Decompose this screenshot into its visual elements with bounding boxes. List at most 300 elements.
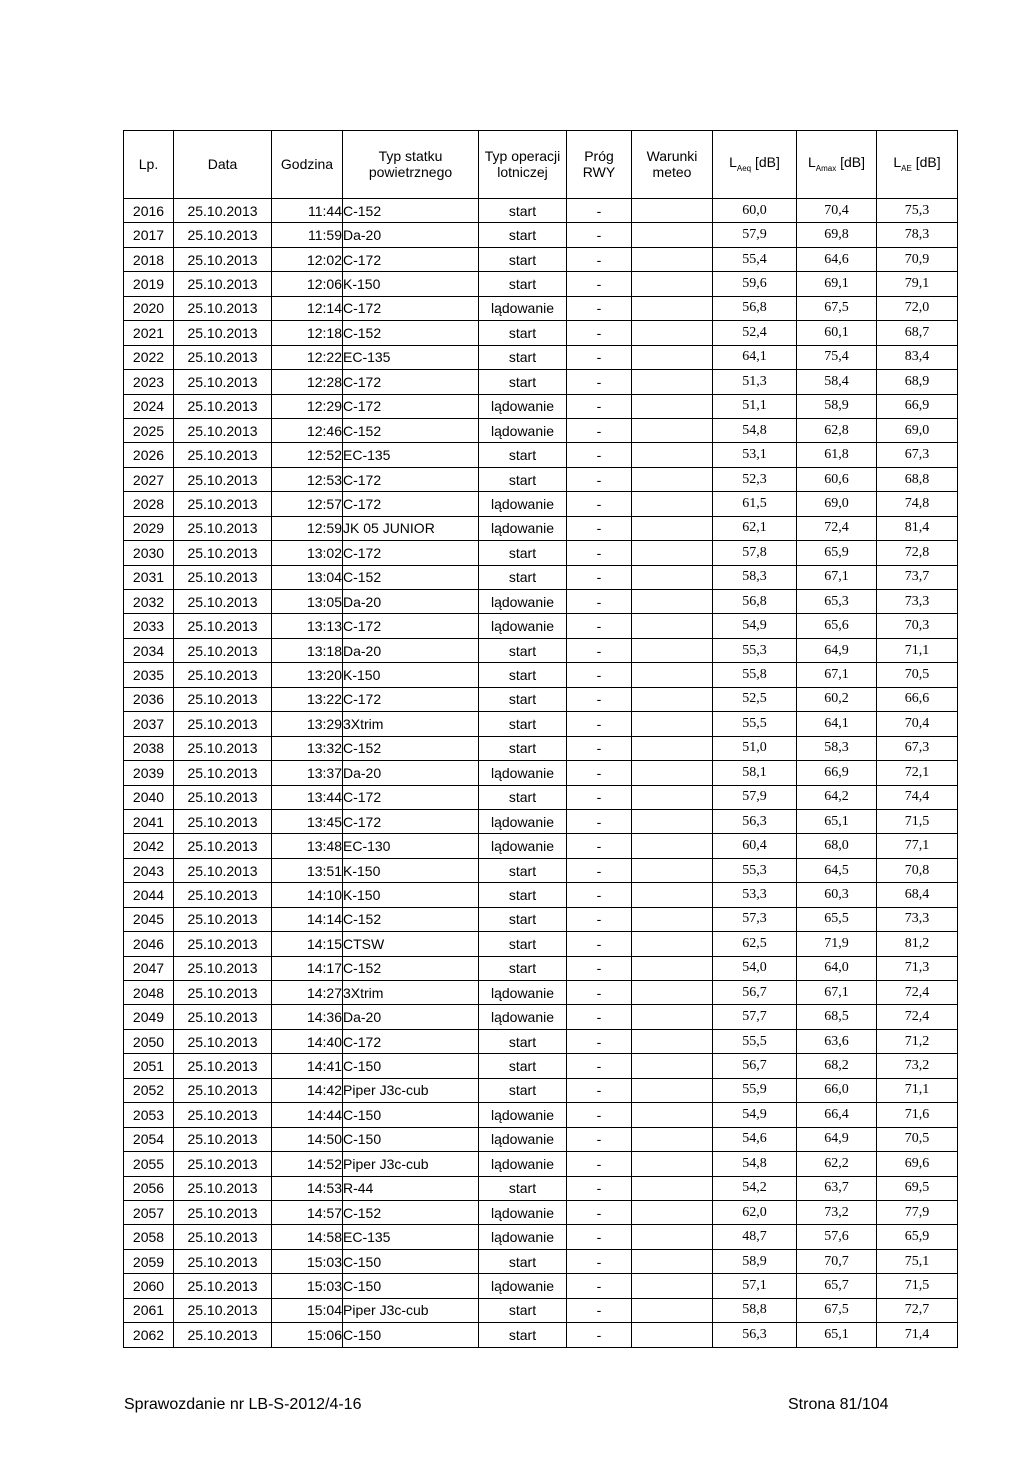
cell-prog-rwy: - bbox=[567, 492, 632, 516]
cell-typ-statku: K-150 bbox=[343, 272, 479, 296]
cell-laeq: 54,0 bbox=[713, 956, 797, 980]
cell-lp: 2034 bbox=[124, 638, 174, 662]
table-row bbox=[124, 1103, 958, 1127]
cell-typ-statku: R-44 bbox=[343, 1176, 479, 1200]
cell-lamax: 72,4 bbox=[797, 516, 877, 540]
cell-laeq: 55,8 bbox=[713, 663, 797, 687]
cell-lp: 2033 bbox=[124, 614, 174, 638]
cell-warunki-meteo bbox=[632, 761, 713, 785]
cell-data: 25.10.2013 bbox=[174, 1323, 272, 1347]
cell-warunki-meteo bbox=[632, 1176, 713, 1200]
cell-godzina: 15:03 bbox=[272, 1274, 343, 1298]
cell-lp: 2051 bbox=[124, 1054, 174, 1078]
cell-godzina: 13:51 bbox=[272, 858, 343, 882]
cell-typ-operacji: start bbox=[479, 370, 567, 394]
table-row bbox=[124, 516, 958, 540]
cell-typ-statku: C-152 bbox=[343, 956, 479, 980]
table-row bbox=[124, 321, 958, 345]
cell-laeq: 48,7 bbox=[713, 1225, 797, 1249]
cell-godzina: 12:06 bbox=[272, 272, 343, 296]
cell-godzina: 12:46 bbox=[272, 418, 343, 442]
cell-lamax: 65,7 bbox=[797, 1274, 877, 1298]
cell-typ-operacji: start bbox=[479, 956, 567, 980]
table-row bbox=[124, 1029, 958, 1053]
cell-typ-statku: C-150 bbox=[343, 1274, 479, 1298]
cell-warunki-meteo bbox=[632, 785, 713, 809]
cell-lae: 75,3 bbox=[877, 199, 958, 223]
cell-lae: 72,7 bbox=[877, 1298, 958, 1322]
table-row bbox=[124, 394, 958, 418]
cell-godzina: 12:52 bbox=[272, 443, 343, 467]
cell-typ-statku: C-172 bbox=[343, 541, 479, 565]
cell-lae: 71,2 bbox=[877, 1029, 958, 1053]
cell-warunki-meteo bbox=[632, 223, 713, 247]
cell-lp: 2057 bbox=[124, 1200, 174, 1224]
header-prog-rwy: Próg RWY bbox=[567, 131, 632, 199]
cell-godzina: 13:13 bbox=[272, 614, 343, 638]
cell-godzina: 14:15 bbox=[272, 932, 343, 956]
cell-warunki-meteo bbox=[632, 858, 713, 882]
cell-lamax: 58,9 bbox=[797, 394, 877, 418]
cell-typ-operacji: start bbox=[479, 223, 567, 247]
cell-laeq: 56,7 bbox=[713, 981, 797, 1005]
cell-typ-statku: Piper J3c-cub bbox=[343, 1298, 479, 1322]
cell-prog-rwy: - bbox=[567, 736, 632, 760]
cell-typ-statku: C-152 bbox=[343, 1200, 479, 1224]
cell-lp: 2021 bbox=[124, 321, 174, 345]
cell-lae: 83,4 bbox=[877, 345, 958, 369]
cell-godzina: 13:02 bbox=[272, 541, 343, 565]
table-row bbox=[124, 492, 958, 516]
cell-lae: 74,8 bbox=[877, 492, 958, 516]
cell-typ-operacji: lądowanie bbox=[479, 1103, 567, 1127]
cell-lae: 66,9 bbox=[877, 394, 958, 418]
cell-lae: 71,4 bbox=[877, 1323, 958, 1347]
cell-lae: 71,6 bbox=[877, 1103, 958, 1127]
cell-data: 25.10.2013 bbox=[174, 443, 272, 467]
cell-prog-rwy: - bbox=[567, 785, 632, 809]
table-row bbox=[124, 785, 958, 809]
cell-typ-operacji: start bbox=[479, 321, 567, 345]
cell-laeq: 53,3 bbox=[713, 883, 797, 907]
cell-lamax: 65,9 bbox=[797, 541, 877, 565]
cell-typ-statku: C-172 bbox=[343, 1029, 479, 1053]
table-row bbox=[124, 956, 958, 980]
cell-lp: 2061 bbox=[124, 1298, 174, 1322]
cell-lamax: 62,2 bbox=[797, 1152, 877, 1176]
cell-prog-rwy: - bbox=[567, 1225, 632, 1249]
cell-lamax: 75,4 bbox=[797, 345, 877, 369]
cell-warunki-meteo bbox=[632, 809, 713, 833]
cell-prog-rwy: - bbox=[567, 321, 632, 345]
table-row bbox=[124, 932, 958, 956]
cell-laeq: 56,3 bbox=[713, 809, 797, 833]
cell-godzina: 14:52 bbox=[272, 1152, 343, 1176]
cell-warunki-meteo bbox=[632, 516, 713, 540]
table-row bbox=[124, 883, 958, 907]
cell-data: 25.10.2013 bbox=[174, 883, 272, 907]
cell-prog-rwy: - bbox=[567, 883, 632, 907]
cell-lamax: 65,6 bbox=[797, 614, 877, 638]
cell-laeq: 58,8 bbox=[713, 1298, 797, 1322]
header-lamax bbox=[797, 131, 877, 199]
cell-lae: 72,4 bbox=[877, 981, 958, 1005]
cell-lamax: 65,1 bbox=[797, 1323, 877, 1347]
cell-prog-rwy: - bbox=[567, 443, 632, 467]
cell-typ-operacji: start bbox=[479, 785, 567, 809]
cell-lae: 71,5 bbox=[877, 1274, 958, 1298]
cell-godzina: 13:04 bbox=[272, 565, 343, 589]
cell-laeq: 61,5 bbox=[713, 492, 797, 516]
cell-typ-operacji: lądowanie bbox=[479, 614, 567, 638]
cell-prog-rwy: - bbox=[567, 956, 632, 980]
cell-typ-statku: C-150 bbox=[343, 1249, 479, 1273]
cell-data: 25.10.2013 bbox=[174, 736, 272, 760]
cell-data: 25.10.2013 bbox=[174, 1054, 272, 1078]
cell-data: 25.10.2013 bbox=[174, 394, 272, 418]
cell-lp: 2058 bbox=[124, 1225, 174, 1249]
cell-typ-operacji: lądowanie bbox=[479, 590, 567, 614]
cell-godzina: 14:57 bbox=[272, 1200, 343, 1224]
cell-lp: 2046 bbox=[124, 932, 174, 956]
cell-prog-rwy: - bbox=[567, 638, 632, 662]
cell-typ-statku: Da-20 bbox=[343, 590, 479, 614]
cell-lamax: 64,0 bbox=[797, 956, 877, 980]
cell-typ-statku: EC-135 bbox=[343, 345, 479, 369]
cell-lp: 2038 bbox=[124, 736, 174, 760]
table-row bbox=[124, 223, 958, 247]
cell-data: 25.10.2013 bbox=[174, 932, 272, 956]
cell-warunki-meteo bbox=[632, 1054, 713, 1078]
table-row bbox=[124, 199, 958, 223]
cell-prog-rwy: - bbox=[567, 907, 632, 931]
cell-laeq: 55,4 bbox=[713, 247, 797, 271]
cell-warunki-meteo bbox=[632, 712, 713, 736]
cell-warunki-meteo bbox=[632, 418, 713, 442]
cell-laeq: 57,9 bbox=[713, 223, 797, 247]
table-row bbox=[124, 761, 958, 785]
cell-prog-rwy: - bbox=[567, 834, 632, 858]
cell-laeq: 54,9 bbox=[713, 614, 797, 638]
cell-data: 25.10.2013 bbox=[174, 1176, 272, 1200]
cell-lp: 2050 bbox=[124, 1029, 174, 1053]
cell-lae: 71,5 bbox=[877, 809, 958, 833]
cell-prog-rwy: - bbox=[567, 272, 632, 296]
cell-lamax: 70,4 bbox=[797, 199, 877, 223]
cell-prog-rwy: - bbox=[567, 247, 632, 271]
cell-laeq: 57,7 bbox=[713, 1005, 797, 1029]
cell-data: 25.10.2013 bbox=[174, 956, 272, 980]
cell-typ-operacji: lądowanie bbox=[479, 1127, 567, 1151]
cell-warunki-meteo bbox=[632, 1005, 713, 1029]
cell-warunki-meteo bbox=[632, 345, 713, 369]
cell-lp: 2027 bbox=[124, 467, 174, 491]
cell-warunki-meteo bbox=[632, 907, 713, 931]
cell-lae: 68,4 bbox=[877, 883, 958, 907]
cell-data: 25.10.2013 bbox=[174, 785, 272, 809]
cell-prog-rwy: - bbox=[567, 394, 632, 418]
cell-warunki-meteo bbox=[632, 1200, 713, 1224]
cell-laeq: 51,3 bbox=[713, 370, 797, 394]
cell-lp: 2042 bbox=[124, 834, 174, 858]
cell-warunki-meteo bbox=[632, 492, 713, 516]
header-lamax-base: L bbox=[807, 154, 816, 171]
cell-typ-operacji: lądowanie bbox=[479, 516, 567, 540]
cell-prog-rwy: - bbox=[567, 1127, 632, 1151]
cell-godzina: 14:41 bbox=[272, 1054, 343, 1078]
cell-lae: 77,9 bbox=[877, 1200, 958, 1224]
cell-lp: 2060 bbox=[124, 1274, 174, 1298]
table-body bbox=[124, 199, 958, 1348]
cell-warunki-meteo bbox=[632, 956, 713, 980]
cell-godzina: 13:22 bbox=[272, 687, 343, 711]
cell-laeq: 59,6 bbox=[713, 272, 797, 296]
cell-warunki-meteo bbox=[632, 296, 713, 320]
cell-data: 25.10.2013 bbox=[174, 516, 272, 540]
cell-typ-operacji: lądowanie bbox=[479, 394, 567, 418]
cell-prog-rwy: - bbox=[567, 1103, 632, 1127]
cell-typ-operacji: start bbox=[479, 907, 567, 931]
cell-warunki-meteo bbox=[632, 736, 713, 760]
cell-data: 25.10.2013 bbox=[174, 370, 272, 394]
cell-prog-rwy: - bbox=[567, 761, 632, 785]
cell-prog-rwy: - bbox=[567, 1176, 632, 1200]
cell-typ-operacji: lądowanie bbox=[479, 1225, 567, 1249]
cell-typ-statku: 3Xtrim bbox=[343, 712, 479, 736]
cell-godzina: 14:53 bbox=[272, 1176, 343, 1200]
cell-lamax: 60,2 bbox=[797, 687, 877, 711]
cell-prog-rwy: - bbox=[567, 663, 632, 687]
table-row bbox=[124, 1005, 958, 1029]
cell-lamax: 68,5 bbox=[797, 1005, 877, 1029]
cell-prog-rwy: - bbox=[567, 590, 632, 614]
cell-typ-operacji: start bbox=[479, 565, 567, 589]
cell-laeq: 51,1 bbox=[713, 394, 797, 418]
cell-prog-rwy: - bbox=[567, 223, 632, 247]
cell-laeq: 64,1 bbox=[713, 345, 797, 369]
cell-godzina: 14:44 bbox=[272, 1103, 343, 1127]
cell-typ-operacji: start bbox=[479, 1323, 567, 1347]
cell-lamax: 64,9 bbox=[797, 1127, 877, 1151]
cell-typ-operacji: start bbox=[479, 883, 567, 907]
cell-lamax: 65,3 bbox=[797, 590, 877, 614]
table-row bbox=[124, 1323, 958, 1347]
cell-typ-operacji: lądowanie bbox=[479, 761, 567, 785]
cell-lp: 2040 bbox=[124, 785, 174, 809]
cell-lae: 74,4 bbox=[877, 785, 958, 809]
cell-typ-statku: C-150 bbox=[343, 1127, 479, 1151]
cell-lae: 67,3 bbox=[877, 736, 958, 760]
cell-lp: 2017 bbox=[124, 223, 174, 247]
cell-godzina: 12:59 bbox=[272, 516, 343, 540]
cell-lamax: 65,1 bbox=[797, 809, 877, 833]
cell-laeq: 56,3 bbox=[713, 1323, 797, 1347]
cell-warunki-meteo bbox=[632, 443, 713, 467]
cell-lp: 2053 bbox=[124, 1103, 174, 1127]
cell-typ-statku: EC-135 bbox=[343, 443, 479, 467]
cell-warunki-meteo bbox=[632, 565, 713, 589]
cell-warunki-meteo bbox=[632, 687, 713, 711]
cell-typ-statku: C-152 bbox=[343, 907, 479, 931]
cell-prog-rwy: - bbox=[567, 614, 632, 638]
cell-lae: 70,3 bbox=[877, 614, 958, 638]
cell-lamax: 60,1 bbox=[797, 321, 877, 345]
cell-lamax: 60,6 bbox=[797, 467, 877, 491]
cell-godzina: 12:22 bbox=[272, 345, 343, 369]
cell-godzina: 12:02 bbox=[272, 247, 343, 271]
cell-prog-rwy: - bbox=[567, 1029, 632, 1053]
cell-laeq: 55,3 bbox=[713, 858, 797, 882]
cell-lae: 73,3 bbox=[877, 590, 958, 614]
cell-typ-statku: EC-130 bbox=[343, 834, 479, 858]
report-number: Sprawozdanie nr LB-S-2012/4-16 bbox=[124, 1396, 362, 1413]
noise-measurement-table bbox=[123, 130, 958, 1348]
header-typ-statku: Typ statku powietrznego bbox=[343, 131, 479, 199]
cell-warunki-meteo bbox=[632, 932, 713, 956]
cell-typ-operacji: start bbox=[479, 932, 567, 956]
cell-lamax: 63,6 bbox=[797, 1029, 877, 1053]
cell-prog-rwy: - bbox=[567, 370, 632, 394]
cell-laeq: 54,9 bbox=[713, 1103, 797, 1127]
cell-godzina: 14:27 bbox=[272, 981, 343, 1005]
table-row bbox=[124, 565, 958, 589]
cell-godzina: 14:14 bbox=[272, 907, 343, 931]
cell-warunki-meteo bbox=[632, 1127, 713, 1151]
cell-godzina: 13:05 bbox=[272, 590, 343, 614]
cell-godzina: 13:48 bbox=[272, 834, 343, 858]
cell-lae: 73,7 bbox=[877, 565, 958, 589]
cell-lp: 2048 bbox=[124, 981, 174, 1005]
cell-laeq: 62,0 bbox=[713, 1200, 797, 1224]
cell-lamax: 70,7 bbox=[797, 1249, 877, 1273]
cell-godzina: 13:32 bbox=[272, 736, 343, 760]
page-number: Strona 81/104 bbox=[788, 1396, 889, 1413]
cell-laeq: 51,0 bbox=[713, 736, 797, 760]
cell-lae: 69,6 bbox=[877, 1152, 958, 1176]
cell-typ-statku: C-172 bbox=[343, 296, 479, 320]
cell-data: 25.10.2013 bbox=[174, 467, 272, 491]
cell-godzina: 13:37 bbox=[272, 761, 343, 785]
cell-warunki-meteo bbox=[632, 541, 713, 565]
cell-typ-statku: C-150 bbox=[343, 1103, 479, 1127]
cell-typ-operacji: start bbox=[479, 443, 567, 467]
cell-lp: 2026 bbox=[124, 443, 174, 467]
cell-prog-rwy: - bbox=[567, 467, 632, 491]
cell-lamax: 73,2 bbox=[797, 1200, 877, 1224]
cell-warunki-meteo bbox=[632, 883, 713, 907]
cell-godzina: 12:29 bbox=[272, 394, 343, 418]
cell-typ-statku: EC-135 bbox=[343, 1225, 479, 1249]
cell-lp: 2030 bbox=[124, 541, 174, 565]
cell-typ-operacji: start bbox=[479, 541, 567, 565]
cell-data: 25.10.2013 bbox=[174, 418, 272, 442]
cell-godzina: 14:50 bbox=[272, 1127, 343, 1151]
header-laeq-unit: [dB] bbox=[755, 154, 780, 171]
cell-typ-operacji: lądowanie bbox=[479, 834, 567, 858]
cell-typ-statku: Da-20 bbox=[343, 761, 479, 785]
cell-typ-statku: Da-20 bbox=[343, 1005, 479, 1029]
cell-lae: 70,5 bbox=[877, 663, 958, 687]
cell-warunki-meteo bbox=[632, 614, 713, 638]
cell-typ-operacji: start bbox=[479, 858, 567, 882]
cell-lp: 2047 bbox=[124, 956, 174, 980]
cell-lamax: 61,8 bbox=[797, 443, 877, 467]
cell-typ-operacji: start bbox=[479, 345, 567, 369]
cell-warunki-meteo bbox=[632, 1274, 713, 1298]
cell-typ-statku: 3Xtrim bbox=[343, 981, 479, 1005]
table-row bbox=[124, 981, 958, 1005]
cell-warunki-meteo bbox=[632, 394, 713, 418]
table-row bbox=[124, 443, 958, 467]
header-laeq-base: L bbox=[729, 154, 737, 171]
cell-laeq: 52,4 bbox=[713, 321, 797, 345]
cell-data: 25.10.2013 bbox=[174, 1005, 272, 1029]
cell-typ-operacji: lądowanie bbox=[479, 1005, 567, 1029]
cell-lamax: 68,2 bbox=[797, 1054, 877, 1078]
cell-warunki-meteo bbox=[632, 247, 713, 271]
cell-typ-statku: C-172 bbox=[343, 687, 479, 711]
cell-data: 25.10.2013 bbox=[174, 345, 272, 369]
cell-typ-statku: C-172 bbox=[343, 247, 479, 271]
cell-typ-statku: Piper J3c-cub bbox=[343, 1152, 479, 1176]
cell-lp: 2045 bbox=[124, 907, 174, 931]
cell-prog-rwy: - bbox=[567, 199, 632, 223]
table-row bbox=[124, 467, 958, 491]
cell-laeq: 57,1 bbox=[713, 1274, 797, 1298]
cell-warunki-meteo bbox=[632, 1249, 713, 1273]
cell-godzina: 14:40 bbox=[272, 1029, 343, 1053]
cell-typ-operacji: start bbox=[479, 687, 567, 711]
header-laeq-sub: Aeq bbox=[736, 164, 752, 173]
cell-lp: 2023 bbox=[124, 370, 174, 394]
cell-warunki-meteo bbox=[632, 467, 713, 491]
cell-lp: 2020 bbox=[124, 296, 174, 320]
cell-typ-operacji: start bbox=[479, 467, 567, 491]
cell-typ-operacji: start bbox=[479, 1176, 567, 1200]
table-row bbox=[124, 1127, 958, 1151]
cell-lae: 67,3 bbox=[877, 443, 958, 467]
cell-typ-operacji: lądowanie bbox=[479, 492, 567, 516]
cell-laeq: 62,5 bbox=[713, 932, 797, 956]
cell-lae: 70,5 bbox=[877, 1127, 958, 1151]
cell-warunki-meteo bbox=[632, 981, 713, 1005]
cell-lp: 2016 bbox=[124, 199, 174, 223]
cell-lp: 2032 bbox=[124, 590, 174, 614]
cell-typ-statku: C-172 bbox=[343, 614, 479, 638]
cell-laeq: 56,8 bbox=[713, 296, 797, 320]
cell-laeq: 57,9 bbox=[713, 785, 797, 809]
cell-godzina: 12:53 bbox=[272, 467, 343, 491]
cell-typ-operacji: start bbox=[479, 1029, 567, 1053]
cell-prog-rwy: - bbox=[567, 1078, 632, 1102]
cell-data: 25.10.2013 bbox=[174, 1029, 272, 1053]
cell-warunki-meteo bbox=[632, 638, 713, 662]
table-row bbox=[124, 1078, 958, 1102]
cell-prog-rwy: - bbox=[567, 1200, 632, 1224]
cell-godzina: 15:06 bbox=[272, 1323, 343, 1347]
cell-typ-operacji: start bbox=[479, 272, 567, 296]
cell-lp: 2025 bbox=[124, 418, 174, 442]
cell-prog-rwy: - bbox=[567, 1274, 632, 1298]
table-row bbox=[124, 370, 958, 394]
cell-godzina: 14:10 bbox=[272, 883, 343, 907]
cell-lp: 2031 bbox=[124, 565, 174, 589]
cell-lae: 77,1 bbox=[877, 834, 958, 858]
cell-typ-operacji: start bbox=[479, 1078, 567, 1102]
cell-typ-operacji: lądowanie bbox=[479, 296, 567, 320]
header-lae-sub: AE bbox=[901, 164, 912, 173]
cell-typ-statku: K-150 bbox=[343, 663, 479, 687]
